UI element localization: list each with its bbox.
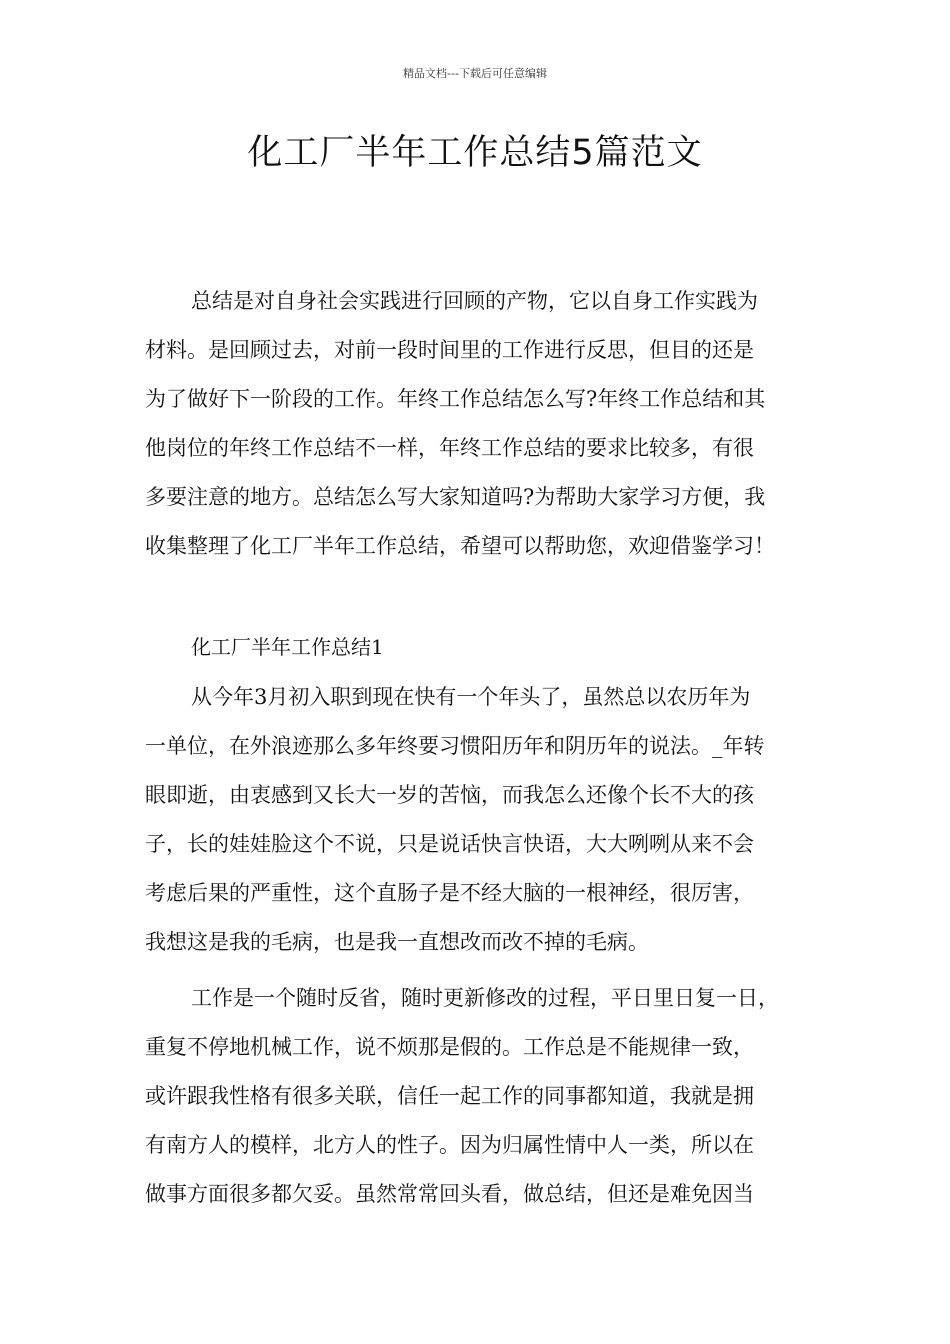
intro-line: 收集整理了化工厂半年工作总结，希望可以帮助您，欢迎借鉴学习！	[145, 534, 775, 558]
paragraph-line: 一单位，在外浪迹那么多年终要习惯阳历年和阴历年的说法。_年转	[145, 734, 765, 758]
intro-line: 材料。是回顾过去，对前一段时间里的工作进行反思，但目的还是	[145, 338, 754, 362]
paragraph-line: 或许跟我性格有很多关联，信任一起工作的同事都知道，我就是拥	[145, 1084, 754, 1108]
paragraph-line: 从今年3月初入职到现在快有一个年头了，虽然总以农历年为	[191, 685, 751, 709]
section1-paragraph-2	[145, 974, 820, 1219]
section-heading: 化工厂半年工作总结1	[191, 635, 384, 659]
paragraph-line: 工作是一个随时反省，随时更新修改的过程，平日里日复一日，	[191, 986, 779, 1010]
paragraph-line: 眼即逝，由衷感到又长大一岁的苦恼，而我怎么还像个长不大的孩	[145, 783, 754, 807]
paragraph-line: 重复不停地机械工作，说不烦那是假的。工作总是不能规律一致，	[145, 1035, 754, 1059]
section1-paragraph-1	[145, 673, 820, 967]
intro-line: 多要注意的地方。总结怎么写大家知道吗?为帮助大家学习方便，我	[145, 485, 766, 509]
paragraph-line: 子，长的娃娃脸这个不说，只是说话快言快语，大大咧咧从来不会	[145, 832, 754, 856]
document-title: 化工厂半年工作总结5篇范文	[247, 133, 703, 173]
intro-line: 总结是对自身社会实践进行回顾的产物，它以自身工作实践为	[191, 289, 758, 313]
paragraph-line: 我想这是我的毛病，也是我一直想改而改不掉的毛病。	[145, 930, 649, 954]
paragraph-line: 有南方人的模样，北方人的性子。因为归属性情中人一类，所以在	[145, 1133, 754, 1157]
header-note: 精品文档---下载后可任意编辑	[403, 67, 547, 80]
intro-paragraph	[145, 277, 820, 571]
intro-line: 他岗位的年终工作总结不一样，年终工作总结的要求比较多，有很	[145, 436, 754, 460]
paragraph-line: 做事方面很多都欠妥。虽然常常回头看，做总结，但还是难免因当	[145, 1182, 754, 1206]
paragraph-line: 考虑后果的严重性，这个直肠子是不经大脑的一根神经，很厉害，	[145, 881, 754, 905]
intro-line: 为了做好下一阶段的工作。年终工作总结怎么写?年终工作总结和其	[145, 387, 766, 411]
